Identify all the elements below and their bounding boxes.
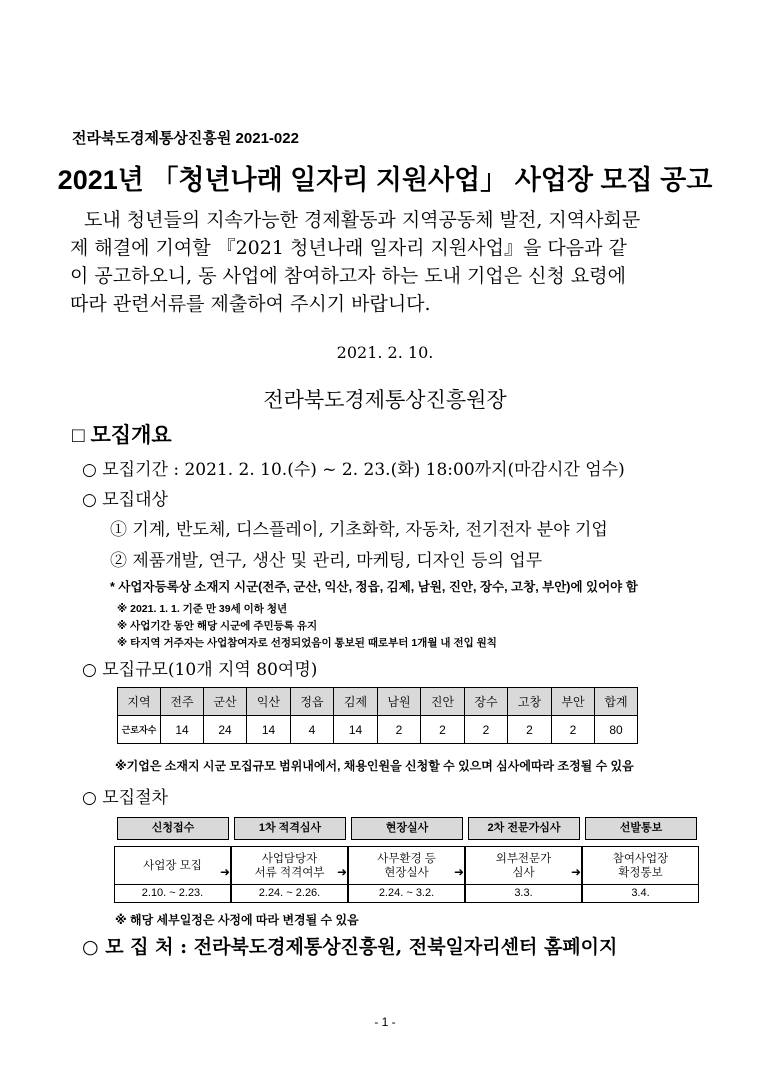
intro-paragraph [70, 206, 700, 318]
process-step-line: 서류 적격여부 [254, 866, 325, 879]
process-step-label: 신청접수 [117, 817, 229, 840]
process-step-line: 현장실사 [384, 866, 429, 879]
table-header-cell: 부안 [552, 688, 595, 716]
page-title: 2021년 「청년나래 일자리 지원사업」 사업장 모집 공고 [57, 165, 713, 195]
table-header-cell: 남원 [378, 688, 421, 716]
table-cell: 14 [247, 716, 291, 744]
table-row-label: 근로자수 [118, 716, 161, 744]
intro-line: 제 해결에 기여할 『2021 청년나래 일자리 지원사업』을 다음과 같 [70, 237, 627, 259]
process-step-date: 3.3. [466, 884, 581, 902]
table-cell: 14 [161, 716, 204, 744]
scale-note: ※기업은 소재지 시군 모집규모 범위내에서, 채용인원을 신청할 수 있으며 심사에따라 조정될 수 있음 [115, 759, 634, 773]
table-cell: 2 [552, 716, 595, 744]
org-signature: 전라북도경제통상진흥원장 [263, 388, 507, 412]
table-cell: 80 [595, 716, 638, 744]
section-title: □ 모집개요 [72, 424, 172, 447]
process-step-text [349, 847, 464, 884]
table-cell: 2 [378, 716, 421, 744]
process-step-text [232, 847, 347, 884]
process-step-label: 선발통보 [585, 817, 697, 840]
process-step-line: 심사 [512, 866, 535, 879]
recruit-scale-table [117, 687, 638, 744]
table-header-cell: 전주 [161, 688, 204, 716]
process-step-line: 사무환경 등 [377, 852, 436, 865]
table-header-cell: 진안 [421, 688, 465, 716]
table-header-row [118, 688, 638, 716]
sub-note: ※ 타지역 거주자는 사업참여자로 선정되었음이 통보된 때로부터 1개월 내 전입 원칙 [117, 637, 497, 649]
process-step-line: 참여사업장 [612, 852, 669, 865]
process-step-date: 2.10. ~ 2.23. [115, 884, 230, 902]
intro-line: 따라 관련서류를 제출하여 주시기 바랍니다. [70, 293, 431, 315]
doc-number: 전라북도경제통상진흥원 2021-022 [72, 130, 299, 147]
table-header-cell: 장수 [465, 688, 508, 716]
table-cell: 24 [204, 716, 247, 744]
arrow-right-icon: ➜ [454, 865, 465, 879]
process-step-box [114, 846, 231, 903]
target-heading: ○ 모집대상 [82, 490, 168, 510]
table-header-cell: 김제 [334, 688, 378, 716]
intro-line: 이 공고하오니, 동 사업에 참여하고자 하는 도내 기업은 신청 요령에 [70, 265, 626, 287]
process-step-text [466, 847, 581, 884]
intro-line: 도내 청년들의 지속가능한 경제활동과 지역공동체 발전, 지역사회문 [84, 209, 641, 231]
process-step-date: 2.24. ~ 2.26. [232, 884, 347, 902]
arrow-right-icon: ➜ [220, 865, 231, 879]
table-cell: 2 [465, 716, 508, 744]
arrow-right-icon: ➜ [337, 865, 348, 879]
table-header-cell: 고창 [508, 688, 552, 716]
target-item: ① 기계, 반도체, 디스플레이, 기초화학, 자동차, 전기전자 분야 기업 [110, 520, 608, 540]
arrow-right-icon: ➜ [571, 865, 582, 879]
sub-notes [117, 601, 497, 652]
process-step-label: 2차 전문가심사 [468, 817, 580, 840]
process-step-box [582, 846, 699, 903]
target-item: ② 제품개발, 연구, 생산 및 관리, 마케팅, 디자인 등의 업무 [110, 551, 543, 571]
sub-note: ※ 2021. 1. 1. 기준 만 39세 이하 청년 [117, 603, 288, 615]
table-header-cell: 정읍 [291, 688, 334, 716]
announce-date: 2021. 2. 10. [336, 343, 434, 362]
table-header-cell: 합계 [595, 688, 638, 716]
process-step-label: 현장실사 [351, 817, 463, 840]
page-number: - 1 - [374, 1015, 396, 1029]
target-note: * 사업자등록상 소재지 시군(전주, 군산, 익산, 정읍, 김제, 남원, 진안, 장수, 고창, 부안)에 있어야 함 [110, 580, 638, 594]
table-cell: 2 [421, 716, 465, 744]
period-item: ○ 모집기간 : 2021. 2. 10.(수) ~ 2. 23.(화) 18:00까지(마감시간 엄수) [82, 460, 625, 480]
process-step-line: 외부전문가 [495, 852, 552, 865]
table-row [118, 716, 638, 744]
process-step-box [231, 846, 348, 903]
process-note: ※ 해당 세부일정은 사정에 따라 변경될 수 있음 [115, 913, 359, 927]
process-step-box [465, 846, 582, 903]
process-step-label: 1차 적격심사 [234, 817, 346, 840]
table-cell: 2 [508, 716, 552, 744]
sub-note: ※ 사업기간 동안 해당 시군에 주민등록 유지 [117, 620, 318, 632]
table-cell: 14 [334, 716, 378, 744]
process-step-line: 사업장 모집 [143, 859, 202, 872]
recruit-place: ○ 모 집 처 : 전라북도경제통상진흥원, 전북일자리센터 홈페이지 [82, 936, 618, 958]
process-heading: ○ 모집절차 [82, 788, 168, 808]
scale-heading: ○ 모집규모(10개 지역 80여명) [82, 660, 318, 680]
process-step-text [583, 847, 698, 884]
table-header-cell: 지역 [118, 688, 161, 716]
process-step-date: 3.4. [583, 884, 698, 902]
table-header-cell: 군산 [204, 688, 247, 716]
table-header-cell: 익산 [247, 688, 291, 716]
process-step-box [348, 846, 465, 903]
process-step-date: 2.24. ~ 3.2. [349, 884, 464, 902]
process-step-text [115, 847, 230, 884]
table-cell: 4 [291, 716, 334, 744]
process-step-line: 사업담당자 [261, 852, 318, 865]
process-step-line: 확정통보 [618, 866, 663, 879]
